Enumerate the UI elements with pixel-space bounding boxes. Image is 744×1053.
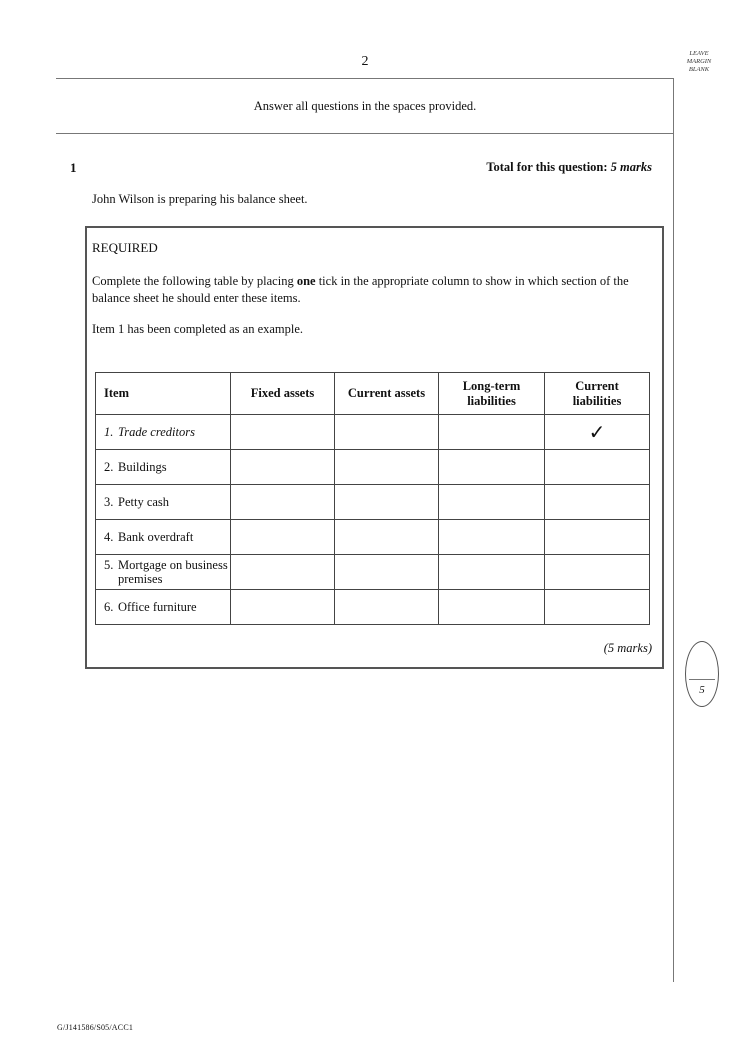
answer-cell[interactable] — [545, 485, 650, 520]
answer-cell[interactable] — [231, 590, 335, 625]
required-label: REQUIRED — [92, 240, 158, 255]
score-box-value: 5 — [699, 684, 705, 696]
answer-cell[interactable] — [439, 450, 545, 485]
task-text: tick in the appropriate column to show in which section of the balance sheet he should enter these items. — [92, 274, 629, 305]
answer-cell[interactable] — [545, 520, 650, 555]
margin-rule — [673, 78, 674, 982]
table-row — [96, 415, 650, 450]
margin-note-line: MARGIN — [686, 58, 712, 65]
answer-cell[interactable] — [335, 485, 439, 520]
task-text: Complete the following table by placing — [92, 274, 297, 288]
item-cell: 1. Trade creditors — [96, 415, 231, 450]
answer-cell[interactable] — [231, 450, 335, 485]
question-number: 1 — [70, 160, 77, 175]
answer-cell[interactable] — [335, 450, 439, 485]
answer-cell[interactable] — [231, 520, 335, 555]
question-total-label: Total for this question: — [486, 160, 611, 174]
column-header-item: Item — [96, 373, 231, 415]
balance-sheet-table — [95, 372, 650, 625]
table-row — [96, 450, 650, 485]
answer-cell[interactable] — [439, 485, 545, 520]
margin-note — [675, 50, 723, 74]
marks-note: (5 marks) — [603, 641, 652, 655]
answer-cell[interactable] — [439, 590, 545, 625]
answer-cell[interactable] — [439, 520, 545, 555]
answer-cell[interactable] — [335, 415, 439, 450]
task-emphasis: one — [296, 274, 316, 288]
column-header-current-liabilities: Current liabilities — [545, 373, 650, 415]
column-header-current-assets: Current assets — [335, 373, 439, 415]
table-row — [96, 590, 650, 625]
answer-cell[interactable] — [335, 555, 439, 590]
question-total — [486, 160, 652, 175]
instructions: Answer all questions in the spaces provided. — [253, 99, 477, 113]
score-box-divider — [689, 679, 715, 680]
table-row — [96, 485, 650, 520]
column-header-long-term-liabilities: Long-term liabilities — [439, 373, 545, 415]
answer-cell[interactable] — [545, 450, 650, 485]
answer-cell[interactable] — [231, 415, 335, 450]
answer-cell[interactable] — [545, 555, 650, 590]
item-cell: 3. Petty cash — [96, 485, 231, 520]
instructions-rule — [56, 133, 674, 134]
item-cell: 5. Mortgage on business premises — [96, 555, 231, 590]
example-note: Item 1 has been completed as an example. — [92, 322, 304, 336]
header-rule — [56, 78, 674, 79]
score-box — [685, 641, 719, 707]
item-cell: 4. Bank overdraft — [96, 520, 231, 555]
answer-cell[interactable] — [439, 415, 545, 450]
answer-cell[interactable] — [231, 485, 335, 520]
answer-cell[interactable] — [545, 590, 650, 625]
table-row — [96, 555, 650, 590]
item-cell: 2. Buildings — [96, 450, 231, 485]
answer-cell[interactable] — [439, 555, 545, 590]
margin-note-line: LEAVE — [689, 50, 709, 57]
margin-note-line: BLANK — [688, 66, 710, 73]
answer-cell[interactable] — [335, 590, 439, 625]
footer-code: G/J141586/S05/ACC1 — [57, 1023, 134, 1032]
table-header-row — [96, 373, 650, 415]
answer-cell[interactable] — [335, 520, 439, 555]
question-intro: John Wilson is preparing his balance sheet. — [92, 192, 308, 206]
answer-cell[interactable] — [231, 555, 335, 590]
task-instruction — [92, 273, 657, 307]
item-cell: 6. Office furniture — [96, 590, 231, 625]
table-row — [96, 520, 650, 555]
page-number: 2 — [361, 54, 369, 69]
column-header-fixed-assets: Fixed assets — [231, 373, 335, 415]
tick-mark-icon[interactable]: ✓ — [545, 415, 650, 450]
question-total-marks: 5 marks — [610, 160, 652, 174]
